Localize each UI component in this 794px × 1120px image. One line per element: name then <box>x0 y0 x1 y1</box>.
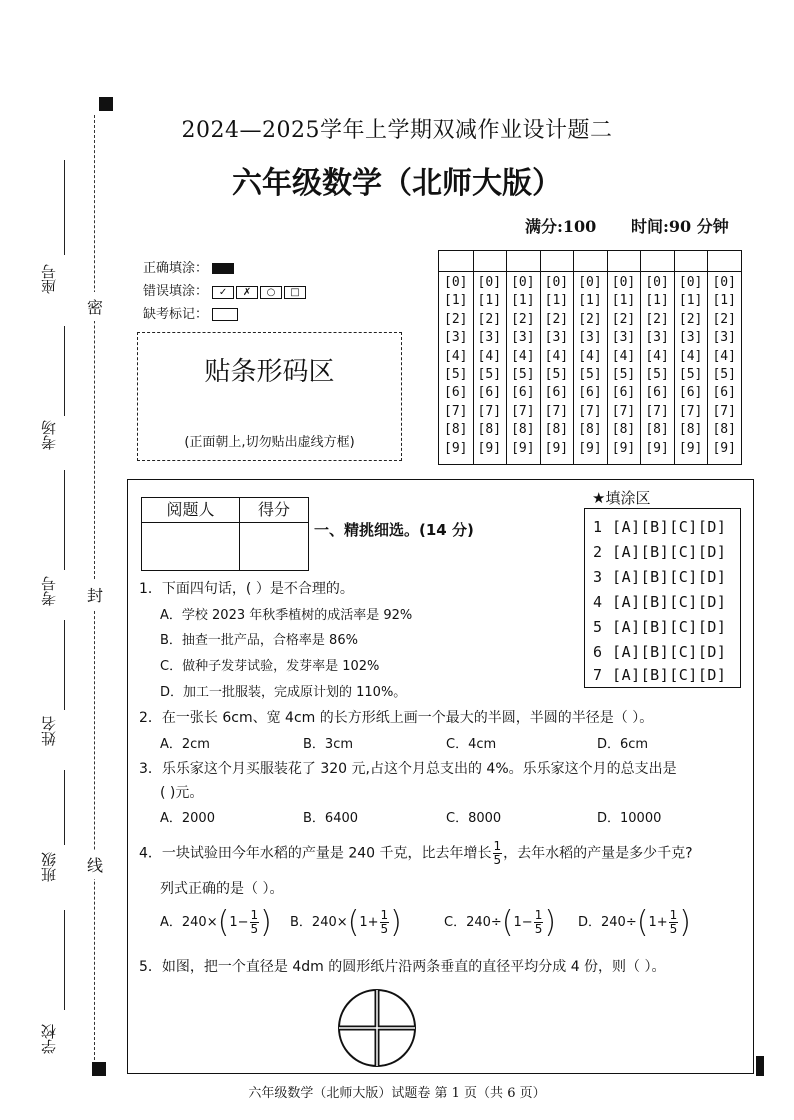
digit-bubble[interactable]: [0] <box>444 275 468 290</box>
side-label-exam-room: 考场 <box>40 420 58 450</box>
fill-area-title: ★填涂区 <box>592 489 651 507</box>
digit-bubble[interactable]: [5] <box>444 367 468 382</box>
digit-bubble[interactable]: [8] <box>578 422 602 438</box>
q4-stem-b: ，去年水稻的产量是多少千克? <box>503 845 693 862</box>
digit-bubble[interactable]: [8] <box>678 422 703 438</box>
digit-bubble[interactable]: [7] <box>544 403 569 419</box>
side-label-name: 姓名 <box>40 716 58 746</box>
q1-option-d: D．加工一批服装，完成原计划的 110%。 <box>160 685 407 700</box>
page-footer: 六年级数学（北师大版）试题卷 第 1 页（共 6 页） <box>248 1086 546 1101</box>
frac-den: 5 <box>380 922 389 936</box>
digit-bubble[interactable]: [1] <box>678 293 703 309</box>
digit-bubble[interactable]: [1] <box>511 293 535 309</box>
side-line-5 <box>64 770 65 845</box>
question-3-cont: ( )元。 <box>160 785 204 801</box>
legend-wrong <box>143 280 308 299</box>
filled-mark-example <box>212 263 234 274</box>
barcode-note: (正面朝上,切勿贴出虚线方框) <box>184 435 355 450</box>
section-title: 一、精挑细选。(14 分) <box>314 521 474 539</box>
q4-d-fraction <box>669 909 679 936</box>
digit-bubble[interactable]: [3] <box>477 330 502 346</box>
legend-correct <box>143 257 234 276</box>
digit-bubble[interactable]: [3] <box>678 330 703 346</box>
digit-bubble[interactable]: [3] <box>444 330 468 346</box>
exam-number-grid <box>438 250 742 465</box>
cross-mark-icon: ✗ <box>236 286 258 299</box>
digit-bubble[interactable]: [4] <box>678 348 703 364</box>
digit-bubble[interactable]: [0] <box>544 275 569 290</box>
question-2: 2．在一张长 6cm、宽 4cm 的长方形纸上画一个最大的半圆，半圆的半径是（ ）。 <box>139 710 654 726</box>
digit-bubble[interactable]: [2] <box>611 311 636 327</box>
digit-bubble[interactable]: [7] <box>444 403 468 419</box>
digit-bubble[interactable]: [4] <box>712 348 736 364</box>
side-line-4 <box>64 620 65 710</box>
q2-option-d: D．6cm <box>597 737 649 752</box>
right-paren-icon: ) <box>260 905 272 940</box>
legend-absent <box>143 303 238 322</box>
question-4 <box>139 840 693 867</box>
digit-bubble[interactable]: [3] <box>611 330 636 346</box>
q3-option-c: C．8000 <box>446 811 502 826</box>
frac-num: 1 <box>669 908 678 922</box>
digit-bubble[interactable]: [0] <box>678 275 703 290</box>
digit-bubble[interactable]: [5] <box>712 367 736 382</box>
left-paren-icon: ( <box>501 905 514 940</box>
digit-bubble[interactable]: [2] <box>578 311 602 327</box>
digit-bubble[interactable]: [2] <box>645 311 669 327</box>
alignment-mark-bottom-left <box>92 1062 106 1076</box>
side-line-3 <box>64 470 65 570</box>
digit-bubble[interactable]: [5] <box>578 367 602 382</box>
frac-den: 5 <box>669 922 678 936</box>
answer-row[interactable]: 7 [A][B][C][D] <box>593 666 727 684</box>
q3-option-d: D．10000 <box>597 811 662 826</box>
q1-option-b: B．抽查一批产品，合格率是 86% <box>160 633 358 648</box>
q2-option-c: C．4cm <box>446 737 497 752</box>
digit-bubble[interactable]: [0] <box>511 275 535 290</box>
digit-bubble[interactable]: [4] <box>444 348 468 364</box>
digit-bubble[interactable]: [5] <box>477 367 502 382</box>
left-paren-icon: ( <box>636 905 649 940</box>
grid-column-divider <box>707 251 708 464</box>
q4-fraction <box>493 840 503 867</box>
wrong-marks <box>212 284 308 299</box>
legend-wrong-label: 错误填涂： <box>143 284 209 299</box>
digit-bubble[interactable]: [9] <box>444 440 468 456</box>
digit-bubble[interactable]: [1] <box>712 293 736 309</box>
digit-bubble[interactable]: [1] <box>544 293 569 309</box>
side-label-seat: 座号 <box>40 264 58 294</box>
digit-bubble[interactable]: [7] <box>477 403 502 419</box>
answer-fill-area <box>584 508 741 688</box>
left-paren-icon: ( <box>347 905 360 940</box>
score-box-divider-h <box>142 522 308 523</box>
digit-bubble[interactable]: [6] <box>444 385 468 401</box>
answer-row[interactable]: 5 [A][B][C][D] <box>593 618 727 636</box>
q4-a-op: 1− <box>229 915 249 930</box>
absent-checkbox[interactable] <box>212 308 238 321</box>
digit-bubble[interactable]: [1] <box>477 293 502 309</box>
digit-bubble[interactable]: [8] <box>511 422 535 438</box>
digit-bubble[interactable]: [0] <box>578 275 602 290</box>
digit-bubble[interactable]: [5] <box>511 367 535 382</box>
q4-d-op: 1+ <box>648 915 668 930</box>
answer-row[interactable]: 1 [A][B][C][D] <box>593 518 727 536</box>
digit-bubble[interactable]: [1] <box>645 293 669 309</box>
q1-option-c: C．做种子发芽试验，发芽率是 102% <box>160 659 380 674</box>
digit-bubble[interactable]: [4] <box>645 348 669 364</box>
right-paren-icon: ) <box>679 905 691 940</box>
digit-bubble[interactable]: [2] <box>444 311 468 327</box>
legend-absent-label: 缺考标记： <box>143 307 209 322</box>
alignment-mark-top <box>99 97 113 111</box>
digit-bubble[interactable]: [6] <box>578 385 602 401</box>
barcode-area <box>137 332 402 461</box>
digit-bubble[interactable]: [9] <box>645 440 669 456</box>
digit-bubble[interactable]: [3] <box>511 330 535 346</box>
question-3: 3．乐乐家这个月买服装花了 320 元,占这个月总支出的 4%。乐乐家这个月的总支出是 <box>139 761 677 777</box>
digit-bubble[interactable]: [9] <box>611 440 636 456</box>
digit-bubble[interactable]: [8] <box>544 422 569 438</box>
digit-bubble[interactable]: [0] <box>477 275 502 290</box>
score-header: 得分 <box>257 500 290 519</box>
digit-bubble[interactable]: [7] <box>511 403 535 419</box>
q4-frac-num: 1 <box>493 839 502 853</box>
digit-bubble[interactable]: [3] <box>578 330 602 346</box>
q4-b-fraction <box>380 909 390 936</box>
digit-bubble[interactable]: [3] <box>712 330 736 346</box>
digit-bubble[interactable]: [6] <box>645 385 669 401</box>
question-4-cont: 列式正确的是（ ）。 <box>160 881 284 897</box>
digit-bubble[interactable]: [6] <box>611 385 636 401</box>
digit-bubble[interactable]: [6] <box>712 385 736 401</box>
seal-char-feng: 封 <box>87 580 103 609</box>
digit-bubble[interactable]: [4] <box>511 348 535 364</box>
side-line-2 <box>64 326 65 416</box>
q4-stem-a: 4．一块试验田今年水稻的产量是 240 千克，比去年增长 <box>139 845 492 862</box>
seal-char-mi: 密 <box>87 292 103 321</box>
q4-option-b <box>290 905 402 940</box>
digit-bubble[interactable]: [9] <box>678 440 703 456</box>
digit-bubble[interactable]: [7] <box>645 403 669 419</box>
digit-bubble[interactable]: [2] <box>544 311 569 327</box>
q4-option-a <box>160 905 272 940</box>
side-label-school: 学校 <box>40 1024 58 1054</box>
right-paren-icon: ) <box>544 905 557 940</box>
digit-bubble[interactable]: [8] <box>444 422 468 438</box>
answer-row[interactable]: 3 [A][B][C][D] <box>593 568 727 586</box>
q4-a-label: A．240× <box>160 915 218 930</box>
legend-correct-label: 正确填涂： <box>143 261 209 276</box>
q4-c-fraction <box>534 909 544 936</box>
digit-bubble[interactable]: [4] <box>544 348 569 364</box>
q4-b-label: B．240× <box>290 915 348 930</box>
digit-bubble[interactable]: [5] <box>645 367 669 382</box>
digit-bubble[interactable]: [4] <box>578 348 602 364</box>
seal-char-xian: 线 <box>87 850 103 879</box>
digit-bubble[interactable]: [9] <box>511 440 535 456</box>
grid-column-divider <box>573 251 574 464</box>
q3-option-a: A．2000 <box>160 811 215 826</box>
digit-bubble[interactable]: [7] <box>712 403 736 419</box>
digit-bubble[interactable]: [6] <box>678 385 703 401</box>
question-1: 1．下面四句话，( ）是不合理的。 <box>139 581 354 597</box>
q3-option-b: B．6400 <box>303 811 359 826</box>
digit-bubble[interactable]: [8] <box>477 422 502 438</box>
q4-option-c <box>444 905 556 940</box>
q4-c-label: C．240÷ <box>444 915 502 930</box>
full-score: 满分:100 <box>525 217 597 236</box>
grid-column-divider <box>674 251 675 464</box>
digit-bubble[interactable]: [9] <box>578 440 602 456</box>
exam-time: 时间:90 分钟 <box>631 217 729 236</box>
frac-num: 1 <box>534 908 543 922</box>
digit-bubble[interactable]: [2] <box>511 311 535 327</box>
q4-c-op: 1− <box>513 915 533 930</box>
digit-bubble[interactable]: [0] <box>611 275 636 290</box>
score-box-divider-v <box>239 498 240 570</box>
grid-column-divider <box>640 251 641 464</box>
grid-column-divider <box>540 251 541 464</box>
right-paren-icon: ) <box>390 905 402 940</box>
q1-option-a: A．学校 2023 年秋季植树的成活率是 92% <box>160 608 413 623</box>
frac-den: 5 <box>250 922 259 936</box>
q4-b-op: 1+ <box>359 915 379 930</box>
digit-bubble[interactable]: [2] <box>477 311 502 327</box>
digit-bubble[interactable]: [8] <box>645 422 669 438</box>
exam-title-line2: 六年级数学（北师大版） <box>232 166 562 201</box>
digit-bubble[interactable]: [9] <box>544 440 569 456</box>
q4-option-d <box>578 905 691 940</box>
digit-bubble[interactable]: [5] <box>611 367 636 382</box>
grid-column-divider <box>607 251 608 464</box>
grid-header-divider <box>439 271 741 272</box>
score-box <box>141 497 309 571</box>
digit-bubble[interactable]: [0] <box>712 275 736 290</box>
side-line-6 <box>64 910 65 1010</box>
answer-row[interactable]: 2 [A][B][C][D] <box>593 543 727 561</box>
digit-bubble[interactable]: [7] <box>678 403 703 419</box>
side-label-class: 班级 <box>40 852 58 882</box>
digit-bubble[interactable]: [3] <box>544 330 569 346</box>
digit-bubble[interactable]: [3] <box>645 330 669 346</box>
answer-row[interactable]: 4 [A][B][C][D] <box>593 593 727 611</box>
digit-bubble[interactable]: [7] <box>611 403 636 419</box>
digit-bubble[interactable]: [6] <box>511 385 535 401</box>
reviewer-header: 阅题人 <box>166 500 215 519</box>
side-label-exam-number: 考号 <box>40 576 58 606</box>
digit-bubble[interactable]: [2] <box>678 311 703 327</box>
digit-bubble[interactable]: [1] <box>444 293 468 309</box>
digit-bubble[interactable]: [2] <box>712 311 736 327</box>
box-mark-icon: □ <box>284 286 306 299</box>
q2-option-b: B．3cm <box>303 737 354 752</box>
digit-bubble[interactable]: [5] <box>678 367 703 382</box>
exam-title-line1: 2024—2025学年上学期双减作业设计题二 <box>181 118 613 143</box>
digit-bubble[interactable]: [9] <box>712 440 736 456</box>
q2-option-a: A．2cm <box>160 737 210 752</box>
digit-bubble[interactable]: [8] <box>611 422 636 438</box>
digit-bubble[interactable]: [6] <box>477 385 502 401</box>
frac-den: 5 <box>534 922 543 936</box>
digit-bubble[interactable]: [7] <box>578 403 602 419</box>
digit-bubble[interactable]: [4] <box>611 348 636 364</box>
digit-bubble[interactable]: [9] <box>477 440 502 456</box>
grid-column-divider <box>506 251 507 464</box>
barcode-title: 贴条形码区 <box>204 357 335 387</box>
q4-a-fraction <box>250 909 260 936</box>
digit-bubble[interactable]: [5] <box>544 367 569 382</box>
answer-row[interactable]: 6 [A][B][C][D] <box>593 643 727 661</box>
frac-num: 1 <box>250 908 259 922</box>
digit-bubble[interactable]: [4] <box>477 348 502 364</box>
digit-bubble[interactable]: [6] <box>544 385 569 401</box>
check-mark-icon: ✓ <box>212 286 234 299</box>
digit-bubble[interactable]: [1] <box>611 293 636 309</box>
frac-num: 1 <box>380 908 389 922</box>
circle-mark-icon: ○ <box>260 286 282 299</box>
q4-frac-den: 5 <box>493 853 502 867</box>
digit-bubble[interactable]: [1] <box>578 293 602 309</box>
alignment-mark-bottom-right <box>756 1056 764 1076</box>
left-paren-icon: ( <box>217 905 230 940</box>
digit-bubble[interactable]: [8] <box>712 422 736 438</box>
divided-circle-figure <box>336 988 418 1068</box>
digit-bubble[interactable]: [0] <box>645 275 669 290</box>
grid-column-divider <box>473 251 474 464</box>
q4-d-label: D．240÷ <box>578 915 637 930</box>
question-5: 5．如图，把一个直径是 4dm 的圆形纸片沿两条垂直的直径平均分成 4 份，则（ ）。 <box>139 959 666 975</box>
